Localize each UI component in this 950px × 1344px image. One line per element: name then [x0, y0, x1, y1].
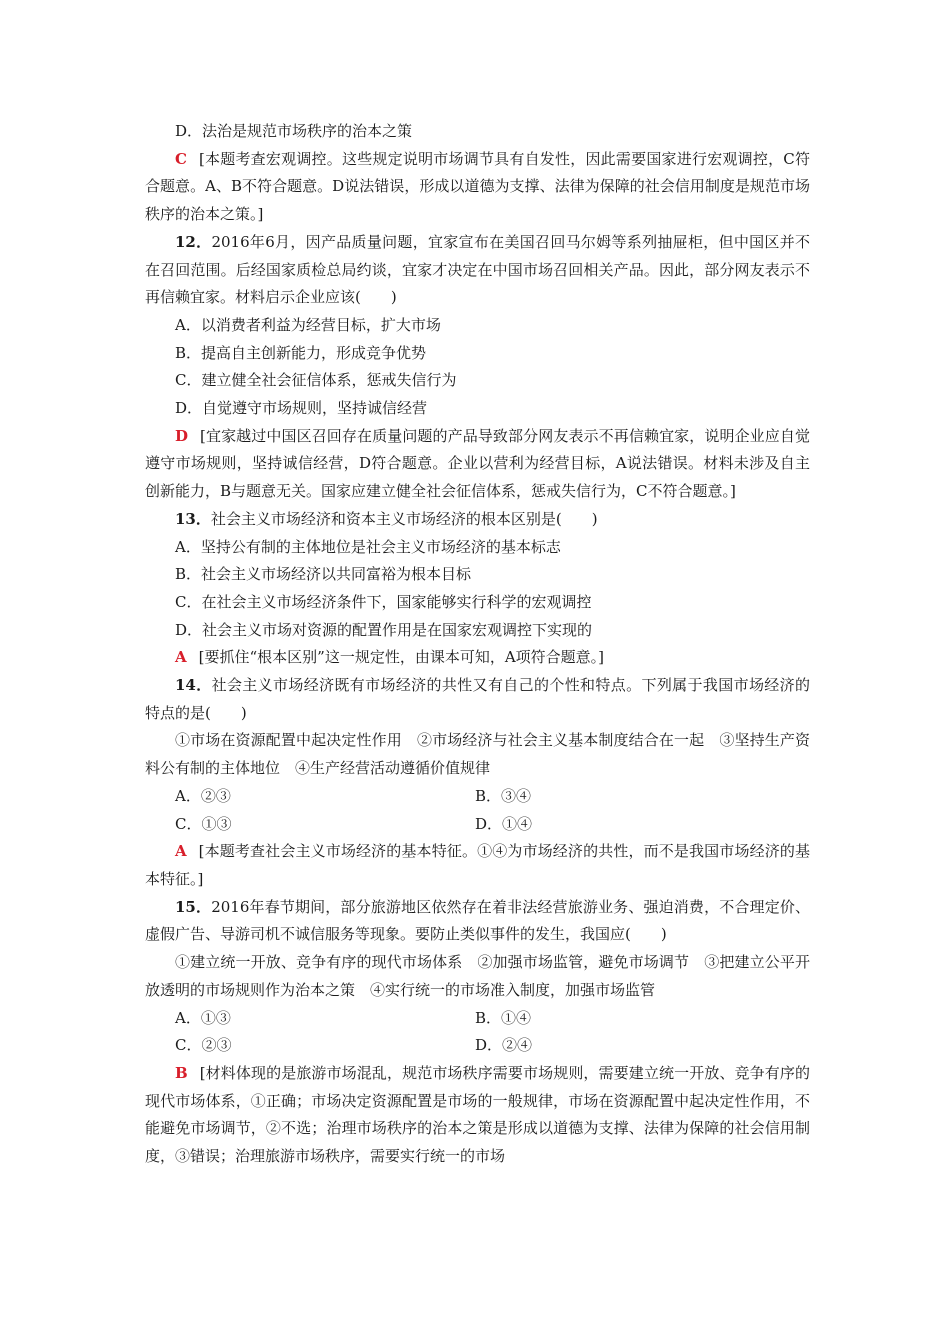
- question-number: 13．: [175, 509, 211, 528]
- q13-option-b: B．社会主义市场经济以共同富裕为根本目标: [175, 565, 472, 584]
- q15-statements: ①建立统一开放、竞争有序的现代市场体系 ②加强市场监管，避免市场调节 ③把建立公平开放透明的市场规则作为治本之策 ④实行统一的市场准入制度，加强市场监管: [145, 953, 810, 999]
- question-text: 社会主义市场经济既有市场经济的共性又有自己的个性和特点。下列属于我国市场经济的特点的是( ): [145, 676, 811, 722]
- q15-option-d: D．②④: [475, 1036, 533, 1055]
- q12-option-d: D．自觉遵守市场规则，坚持诚信经营: [175, 399, 428, 418]
- question-number: 14．: [175, 676, 212, 695]
- q14-options-row-2: [145, 811, 810, 839]
- q14-options-row-1: [145, 783, 810, 811]
- answer-letter: B: [175, 1063, 188, 1082]
- answer-letter: A: [175, 842, 187, 861]
- q12-stem: [145, 229, 810, 312]
- q15-option-c: C．②③: [175, 1036, 232, 1055]
- q13-option-c: C．在社会主义市场经济条件下，国家能够实行科学的宏观调控: [175, 592, 592, 611]
- answer-explanation: [材料体现的是旅游市场混乱，规范市场秩序需要市场规则，需要建立统一开放、竞争有序的现代市场体系，①正确；市场决定资源配置是市场的一般规律，市场在资源配置中起决定性作用，不能避免市场调节，②不选；治理市场秩序的治本之策是形成以道德为支撑、法律为保障的社会信用制度，③错误；治理旅游市场秩序，需要实行统一的市场: [145, 1063, 810, 1166]
- q15-answer: [145, 1060, 810, 1171]
- q13-option-a: A．坚持公有制的主体地位是社会主义市场经济的基本标志: [175, 537, 561, 556]
- q12-answer: [145, 423, 810, 506]
- q14-stem: [145, 672, 810, 727]
- q12-option-a: A．以消费者利益为经营目标，扩大市场: [175, 315, 441, 334]
- q14-option-d: D．①④: [475, 814, 533, 833]
- q14-option-b: B．③④: [475, 786, 532, 805]
- question-text: 社会主义市场经济和资本主义市场经济的根本区别是( ): [210, 509, 598, 528]
- answer-explanation: [本题考查宏观调控。这些规定说明市场调节具有自发性，因此需要国家进行宏观调控，C符合题意。A、B不符合题意。D说法错误，形成以道德为支撑、法律为保障的社会信用制度是规范市场秩序的治本之策。]: [145, 149, 810, 224]
- q15-options-row-2: [145, 1032, 810, 1060]
- q11-option-d: D．法治是规范市场秩序的治本之策: [175, 122, 413, 140]
- q14-option-c: C．①③: [175, 814, 232, 833]
- answer-explanation: [宜家越过中国区召回存在质量问题的产品导致部分网友表示不再信赖宜家，说明企业应自觉遵守市场规则，坚持诚信经营，D符合题意。企业以营利为经营目标，A说法错误。材料未涉及自主创新能力，B与题意无关。国家应建立健全社会征信体系，惩戒失信行为，C不符合题意。]: [145, 426, 810, 501]
- question-text: 2016年6月，因产品质量问题，宜家宣布在美国召回马尔姆等系列抽屉柜，但中国区并不在召回范围。后经国家质检总局约谈，宜家才决定在中国市场召回相关产品。因此，部分网友表示不再信赖宜家。材料启示企业应该( ): [145, 232, 810, 307]
- q12-option-b: B．提高自主创新能力，形成竞争优势: [175, 343, 427, 362]
- answer-explanation: [要抓住“根本区别”这一规定性，由课本可知，A项符合题意。]: [198, 648, 605, 667]
- q13-option-d: D．社会主义市场对资源的配置作用是在国家宏观调控下实现的: [175, 620, 593, 639]
- answer-letter: C: [175, 149, 187, 168]
- q13-answer: [145, 644, 810, 672]
- q15-option-b: B．①④: [475, 1008, 532, 1027]
- document-body: [145, 118, 810, 1171]
- q15-stem: [145, 894, 810, 949]
- question-number: 12．: [175, 232, 212, 251]
- question-number: 15．: [175, 897, 212, 916]
- q14-answer: [145, 838, 810, 893]
- question-text: 2016年春节期间，部分旅游地区依然存在着非法经营旅游业务、强迫消费，不合理定价、虚假广告、导游司机不诚信服务等现象。要防止类似事件的发生，我国应( ): [145, 897, 810, 944]
- answer-letter: A: [175, 648, 187, 667]
- answer-letter: D: [175, 426, 189, 445]
- q15-option-a: A．①③: [175, 1008, 231, 1027]
- q15-options-row-1: [145, 1005, 810, 1033]
- q14-statements: ①市场在资源配置中起决定性作用 ②市场经济与社会主义基本制度结合在一起 ③坚持生产资料公有制的主体地位 ④生产经营活动遵循价值规律: [145, 731, 810, 778]
- q14-option-a: A．②③: [175, 786, 231, 805]
- q13-stem: [145, 506, 810, 534]
- q11-answer: [145, 146, 810, 229]
- q12-option-c: C．建立健全社会征信体系，惩戒失信行为: [175, 371, 457, 390]
- answer-explanation: [本题考查社会主义市场经济的基本特征。①④为市场经济的共性，而不是我国市场经济的基本特征。]: [145, 842, 810, 888]
